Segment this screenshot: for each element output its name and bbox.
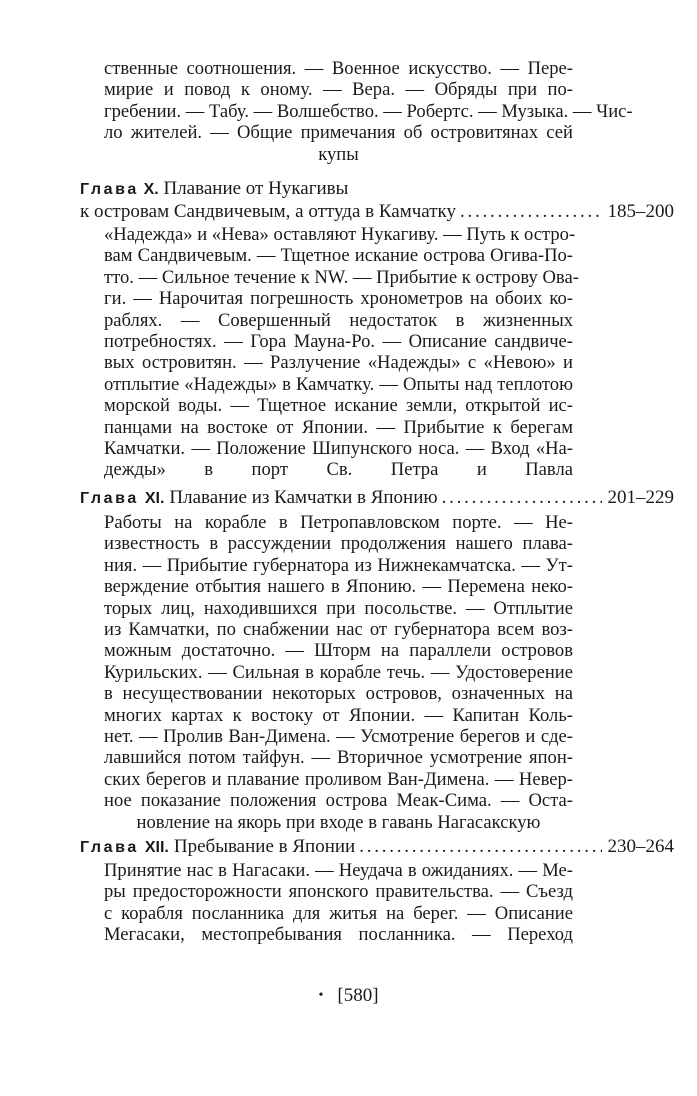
- chapter-word: Глава: [80, 490, 139, 507]
- summary-line: в несуществовании некоторых островов, означенных на: [104, 683, 573, 705]
- chapter-number: XI.: [144, 490, 165, 507]
- leader-dots: [442, 487, 602, 509]
- summary-line: верждение отбытия нашего в Японию. — Перемена неко-: [104, 576, 573, 598]
- chapter-11-heading: [80, 487, 674, 510]
- leader-dots: [359, 836, 601, 858]
- summary-line: торых лиц, находившихся при посольстве. — Отплытие: [104, 597, 573, 619]
- leader-dots: [460, 201, 602, 223]
- chapter-title: Плавание от Нукагивы: [163, 178, 349, 199]
- summary-line: вам Сандвичевым. — Тщетное искание острова Огива-По-: [104, 245, 573, 267]
- chapter-11-summary: [104, 512, 573, 833]
- chapter-12-heading: [80, 836, 674, 859]
- chapter-number: XII.: [144, 839, 169, 856]
- summary-line: ния. — Прибытие губернатора из Нижнекамчатска. — Ут-: [104, 554, 573, 576]
- intro-last-line: купы: [318, 143, 359, 165]
- summary-line: из Камчатки, по снабжении нас от губернатора всем воз-: [104, 619, 573, 641]
- summary-line: дежды» в порт Св. Петра и Павла: [104, 459, 573, 481]
- summary-line: нет. — Пролив Ван-Димена. — Усмотрение берегов и сде-: [104, 726, 573, 748]
- chapter-title: Плавание из Камчатки в Японию: [169, 487, 438, 508]
- chapter-pages: 185–200: [607, 201, 674, 222]
- chapter-10-heading: [80, 178, 674, 223]
- chapter-number: X.: [143, 181, 159, 198]
- summary-line: лавшийся потом тайфун. — Вторичное усмотрение япон-: [104, 747, 573, 769]
- page-number-text: [580]: [337, 985, 379, 1006]
- summary-line: панцами на востоке от Японии. — Прибытие к берегам: [104, 416, 573, 438]
- summary-line: Принятие нас в Нагасаки. — Неудача в ожиданиях. — Ме-: [104, 860, 573, 881]
- summary-line: Камчатки. — Положение Шипунского носа. — Вход «На-: [104, 438, 573, 460]
- summary-line: можным достаточно. — Шторм на параллели островов: [104, 640, 573, 662]
- intro-line: ственные соотношения. — Военное искусство. — Пере-: [104, 58, 573, 79]
- chapter-word: Глава: [80, 839, 139, 856]
- chapter-word: Глава: [80, 181, 139, 198]
- summary-line: ских берегов и плавание проливом Ван-Димена. — Невер-: [104, 768, 573, 790]
- summary-line: морской воды. — Тщетное искание земли, открытой ис-: [104, 395, 573, 417]
- summary-line: раблях. — Совершенный недостаток в жизненных: [104, 309, 573, 331]
- chapter-pages: 230–264: [607, 836, 674, 857]
- summary-line: ное показание положения острова Меак-Сима. — Оста-: [104, 790, 573, 812]
- summary-line: Работы на корабле в Петропавловском порте. — Не-: [104, 512, 573, 533]
- summary-line: «Надежда» и «Нева» оставляют Нукагиву. — Путь к остро-: [104, 224, 576, 245]
- chapter-title-cont: к островам Сандвичевым, а оттуда в Камчатку: [80, 201, 456, 222]
- summary-line: Мегасаки, местопребывания посланника. — Переход: [104, 924, 573, 946]
- chapter-12-summary: [104, 860, 573, 946]
- summary-line: Курильских. — Сильная в корабле течь. — Удостоверение: [104, 661, 573, 683]
- summary-line: ги. — Нарочитая погрешность хронометров на обоих ко-: [104, 288, 573, 310]
- summary-line: с корабля посланника для житья на берег. — Описание: [104, 902, 573, 924]
- bullet-icon: •: [318, 988, 324, 1003]
- intro-line: гребении. — Табу. — Волшебство. — Робертс. — Музыка. — Чис-: [104, 100, 633, 122]
- summary-line: тто. — Сильное течение к NW. — Прибытие к острову Ова-: [104, 266, 579, 288]
- summary-line: ры предосторожности японского правительства. — Съезд: [104, 881, 573, 903]
- intro-summary: [104, 58, 633, 165]
- summary-line: потребностях. — Гора Мауна-Ро. — Описание сандвиче-: [104, 331, 573, 353]
- page-number: [0, 985, 697, 1007]
- summary-last-line: новление на якорь при входе в гавань Нагасакскую: [136, 811, 541, 833]
- chapter-title: Пребывание в Японии: [173, 836, 356, 857]
- chapter-pages: 201–229: [607, 487, 674, 508]
- summary-line: отплытие «Надежды» в Камчатку. — Опыты над теплотою: [104, 373, 573, 395]
- summary-line: известность в рассуждении продолжения нашего плава-: [104, 533, 573, 555]
- summary-line: многих картах к востоку от Японии. — Капитан Коль-: [104, 704, 573, 726]
- intro-line: ло жителей. — Общие примечания об островитянах сей: [104, 122, 573, 144]
- summary-line: вых островитян. — Разлучение «Надежды» с «Невою» и: [104, 352, 573, 374]
- intro-line: мирие и повод к оному. — Вера. — Обряды при по-: [104, 79, 573, 101]
- chapter-10-summary: [104, 224, 579, 481]
